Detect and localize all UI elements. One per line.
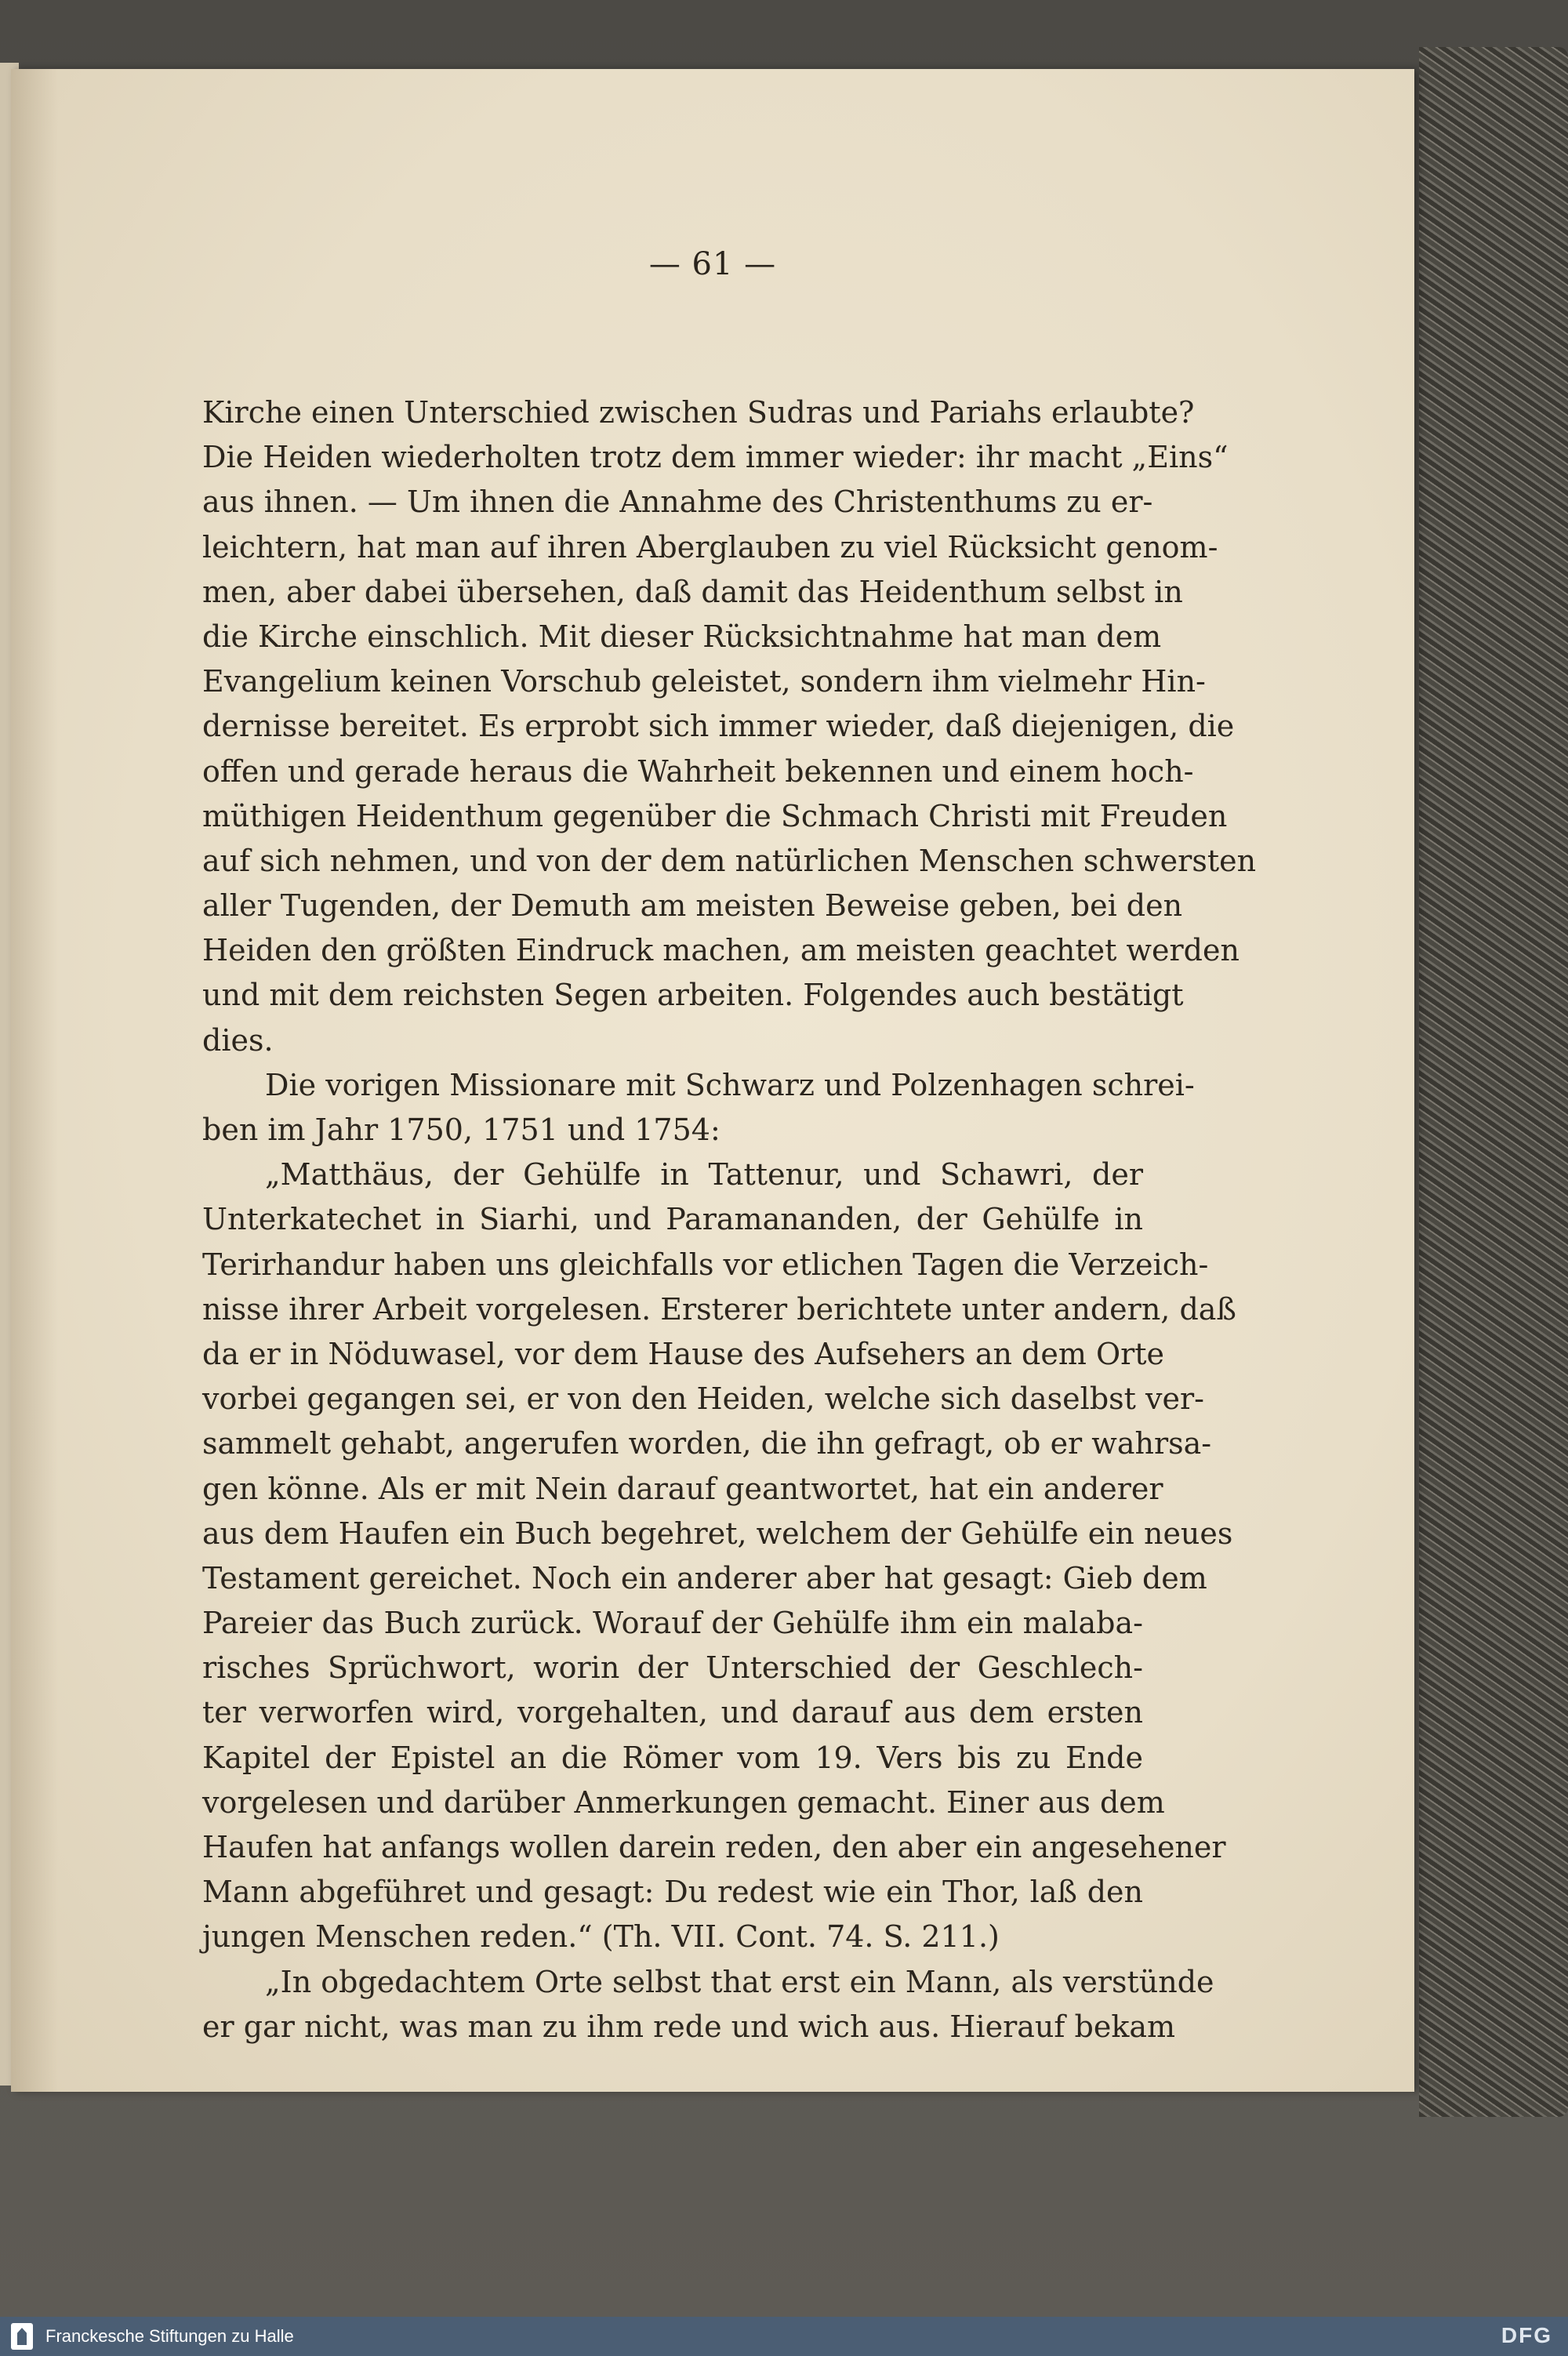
text-line: dernisse bereitet. Es erprobt sich immer wieder, daß diejenigen, die xyxy=(202,709,1235,744)
text-line: Die vorigen Missionare mit Schwarz und Polzenhagen schrei- xyxy=(265,1067,1195,1102)
text-line: „In obgedachtem Orte selbst that erst ein Mann, als verstünde xyxy=(265,1964,1214,1999)
text-line: müthigen Heidenthum gegenüber die Schmach Christi mit Freuden xyxy=(202,798,1228,833)
dfg-logo: DFG xyxy=(1501,2323,1552,2347)
institution-name: Franckesche Stiftungen zu Halle xyxy=(45,2326,294,2346)
text-line: Heiden den größten Eindruck machen, am meisten geachtet werden xyxy=(202,933,1240,968)
text-line: da er in Nöduwasel, vor dem Hause des Aufsehers an dem Orte xyxy=(202,1336,1165,1371)
text-line: Testament gereichet. Noch ein anderer aber hat gesagt: Gieb dem xyxy=(202,1560,1207,1595)
book-spine xyxy=(1419,47,1568,2117)
text-line: nisse ihrer Arbeit vorgelesen. Ersterer berichtete unter andern, daß xyxy=(202,1291,1236,1327)
text-line: jungen Menschen reden.“ (Th. VII. Cont. 74. S. 211.) xyxy=(202,1919,1000,1955)
text-line: ben im Jahr 1750, 1751 und 1754: xyxy=(202,1113,720,1147)
text-line: men, aber dabei übersehen, daß damit das Heidenthum selbst in xyxy=(202,574,1183,609)
text-line: Evangelium keinen Vorschub geleistet, sondern ihm vielmehr Hin- xyxy=(202,664,1206,699)
text-line: Kirche einen Unterschied zwischen Sudras und Pariahs erlaubte? xyxy=(202,395,1195,430)
text-line: Haufen hat anfangs wollen darein reden, den aber ein angesehener xyxy=(202,1830,1226,1864)
text-line: Pareier das Buch zurück. Worauf der Gehülfe ihm ein malaba- xyxy=(202,1606,1143,1641)
book-page xyxy=(11,69,1414,2092)
page-number: — 61 — xyxy=(648,246,777,282)
text-line: Die Heiden wiederholten trotz dem immer wieder: ihr macht „Eins“ xyxy=(202,440,1229,475)
text-line: Unterkatechet in Siarhi, und Paramananden, der Gehülfe in xyxy=(202,1202,1143,1237)
text-line: er gar nicht, was man zu ihm rede und wich aus. Hierauf bekam xyxy=(202,2009,1176,2044)
text-line: „Matthäus, der Gehülfe in Tattenur, und Schawri, der xyxy=(265,1157,1143,1193)
text-line: die Kirche einschlich. Mit dieser Rücksichtnahme hat man dem xyxy=(202,619,1162,654)
text-line: gen könne. Als er mit Nein darauf geantwortet, hat ein anderer xyxy=(202,1471,1163,1506)
text-line: und mit dem reichsten Segen arbeiten. Folgendes auch bestätigt xyxy=(202,978,1184,1013)
institution-logo-icon xyxy=(11,2323,33,2350)
text-line: vorgelesen und darüber Anmerkungen gemacht. Einer aus dem xyxy=(202,1784,1165,1820)
text-line: Terirhandur haben uns gleichfalls vor etlichen Tagen die Verzeich- xyxy=(202,1247,1209,1282)
text-line: risches Sprüchwort, worin der Unterschied der Geschlech- xyxy=(202,1650,1143,1686)
text-line: offen und gerade heraus die Wahrheit bekennen und einem hoch- xyxy=(202,753,1194,789)
text-line: auf sich nehmen, und von der dem natürlichen Menschen schwersten xyxy=(202,843,1257,878)
text-line: sammelt gehabt, angerufen worden, die ihn gefragt, ob er wahrsa- xyxy=(202,1426,1212,1461)
text-line: leichtern, hat man auf ihren Aberglauben zu viel Rücksicht genom- xyxy=(202,529,1218,564)
body-text xyxy=(202,390,1257,2049)
text-line: vorbei gegangen sei, er von den Heiden, welche sich daselbst ver- xyxy=(202,1381,1204,1417)
text-line: aus dem Haufen ein Buch begehret, welchem der Gehülfe ein neues xyxy=(202,1516,1233,1551)
text-line: Kapitel der Epistel an die Römer vom 19. Vers bis zu Ende xyxy=(202,1740,1143,1775)
text-line: dies. xyxy=(202,1022,274,1058)
text-line: aus ihnen. — Um ihnen die Annahme des Christenthums zu er- xyxy=(202,485,1153,520)
viewer-footer-bar xyxy=(0,2317,1568,2356)
text-line: aller Tugenden, der Demuth am meisten Beweise geben, bei den xyxy=(202,888,1183,924)
text-line: ter verworfen wird, vorgehalten, und darauf aus dem ersten xyxy=(202,1695,1143,1730)
text-line: Mann abgeführet und gesagt: Du redest wie ein Thor, laß den xyxy=(202,1875,1143,1910)
